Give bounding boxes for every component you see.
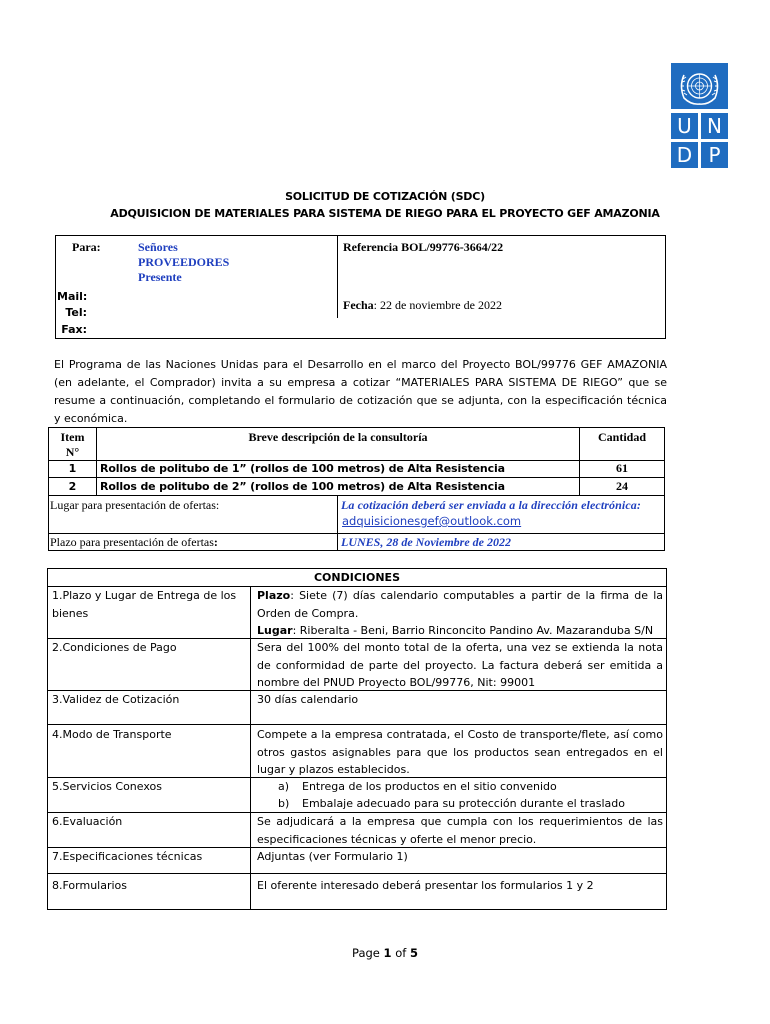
lugar-text: : Riberalta - Beni, Barrio Rinconcito Pandino Av. Mazaranduba S/N: [292, 624, 654, 637]
current-page: 1: [383, 946, 392, 960]
document-title: SOLICITUD DE COTIZACIÓN (SDC): [285, 190, 485, 203]
recipient-line: Señores: [138, 240, 178, 254]
item-header-label: Item: [60, 430, 85, 444]
submission-email-link[interactable]: adquisicionesgef@outlook.com: [342, 514, 522, 528]
list-marker: a): [278, 780, 290, 793]
condition-label: 2.Condiciones de Pago: [52, 641, 177, 654]
lugar-bold: Lugar: [257, 624, 293, 637]
reference-number: Referencia BOL/99776-3664/22: [343, 240, 504, 254]
logo-letter-u: U: [677, 114, 692, 138]
header-divider: [337, 236, 338, 318]
list-marker: b): [278, 797, 290, 810]
page-number: [0, 946, 770, 960]
delivery-place: [257, 622, 663, 640]
logo-letter-d: D: [676, 143, 693, 167]
undp-logo: [671, 63, 728, 168]
condition-label: 7.Especificaciones técnicas: [52, 850, 203, 863]
item-number: 1: [68, 462, 77, 475]
condition-value: 30 días calendario: [257, 693, 359, 706]
plazo-text: : Siete (7) días calendario computables a partir de la firma de la Orden de Compra.: [257, 589, 663, 620]
condition-label: 8.Formularios: [52, 879, 128, 892]
plazo-colon: :: [213, 535, 218, 549]
conditions-title: CONDICIONES: [313, 571, 400, 584]
para-label: Para:: [72, 240, 101, 254]
condition-value: Sera del 100% del monto total de la oferta, una vez se extienda la nota de conformidad de parte del proyecto. La factura deberá ser emitida a nombre del PNUD Proyecto BOL/99776, Nit: 99001: [257, 641, 663, 689]
item-quantity: 61: [616, 461, 628, 475]
list-item: Entrega de los productos en el sitio convenido: [302, 780, 557, 793]
item-header: [49, 430, 96, 460]
condition-label: 5.Servicios Conexos: [52, 780, 162, 793]
plazo-label-text: Plazo para presentación de ofertas: [50, 535, 214, 549]
item-number: 2: [68, 480, 77, 493]
recipient-line: Presente: [138, 270, 182, 284]
description-header: Breve descripción de la consultoría: [248, 430, 428, 444]
condition-value: El oferente interesado deberá presentar los formularios 1 y 2: [257, 879, 594, 892]
lugar-label: Lugar para presentación de ofertas:: [50, 498, 220, 512]
mail-label: Mail:: [57, 290, 88, 303]
item-quantity: 24: [616, 479, 628, 493]
of-word: of: [395, 946, 407, 960]
condition-label: 4.Modo de Transporte: [52, 728, 172, 741]
plazo-bold: Plazo: [257, 589, 291, 602]
plazo-value: LUNES, 28 de Noviembre de 2022: [341, 535, 511, 549]
delivery-term: [257, 587, 663, 622]
fecha-label: Fecha: [343, 298, 374, 312]
logo-letter-p: P: [708, 143, 721, 167]
item-description: Rollos de politubo de 1” (rollos de 100 metros) de Alta Resistencia: [100, 462, 505, 475]
fecha-value: : 22 de noviembre de 2022: [373, 298, 502, 312]
condition-value: Se adjudicará a la empresa que cumpla con los requerimientos de las especificaciones técnicas y oferte el menor precio.: [257, 815, 663, 846]
date-field: [343, 298, 502, 313]
list-item: Embalaje adecuado para su protección durante el traslado: [302, 797, 625, 810]
lugar-value: La cotización deberá ser enviada a la dirección electrónica:: [341, 498, 641, 512]
page-word: Page: [352, 946, 380, 960]
recipient-block: [138, 240, 229, 285]
recipient-line: PROVEEDORES: [138, 255, 230, 269]
fax-label: Fax:: [61, 323, 87, 336]
condition-label: 3.Validez de Cotización: [52, 693, 180, 706]
total-pages: 5: [409, 946, 418, 960]
condition-value: Adjuntas (ver Formulario 1): [257, 850, 408, 863]
document-subtitle: ADQUISICION DE MATERIALES PARA SISTEMA DE RIEGO PARA EL PROYECTO GEF AMAZONIA: [110, 207, 660, 220]
condition-value: [257, 587, 663, 640]
condition-value: Compete a la empresa contratada, el Costo de transporte/flete, así como otros gastos asignables para que los productos sean entregados en el lugar y plazos establecidos.: [257, 728, 663, 776]
item-number-label: N°: [65, 445, 80, 459]
intro-paragraph: El Programa de las Naciones Unidas para el Desarrollo en el marco del Proyecto BOL/99776 GEF AMAZONIA (en adelante, el Comprador) invita a su empresa a cotizar “MATERIALES PARA SISTEMA DE RIEGO” que se resume a continuación, completando el formulario de cotización que se adjunta, con la especificación técnica y económica.: [54, 358, 667, 425]
tel-label: Tel:: [65, 306, 87, 319]
plazo-label: [50, 535, 218, 550]
condition-label: 1.Plazo y Lugar de Entrega de los bienes: [52, 589, 237, 620]
item-description: Rollos de politubo de 2” (rollos de 100 metros) de Alta Resistencia: [100, 480, 505, 493]
quantity-header: Cantidad: [597, 430, 647, 444]
condition-label: 6.Evaluación: [52, 815, 123, 828]
logo-letter-n: N: [707, 114, 722, 138]
